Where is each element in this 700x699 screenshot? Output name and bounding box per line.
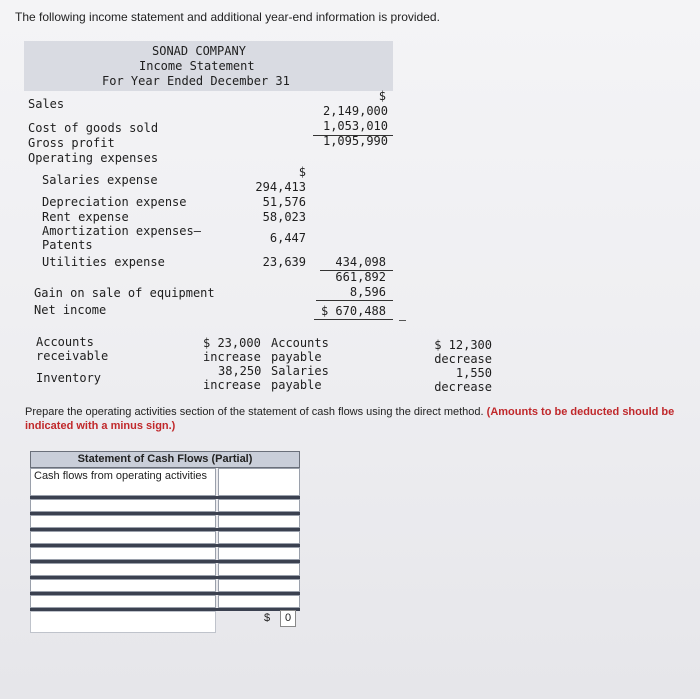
statement-name: Income Statement [139,59,255,73]
rent-label: Rent expense [42,210,129,224]
inventory-change: increase [203,378,261,392]
total-dollar: $ [264,612,271,624]
description-input[interactable] [30,547,216,560]
salaries-label: Salaries expense [42,173,158,187]
subtotal-value: 661,892 [335,270,386,284]
first-row-label-cell [30,468,216,496]
statement-period: For Year Ended December 31 [102,74,290,88]
ap-label-2: payable [271,350,322,364]
cogs-label: Cost of goods sold [28,121,159,135]
gross-profit-value: 1,095,990 [322,134,388,148]
sales-label: Sales [28,97,65,111]
opex-label: Operating expenses [28,151,159,165]
utilities-value: 23,639 [262,255,306,269]
depreciation-value: 51,576 [262,195,306,209]
gross-profit-label: Gross profit [28,136,115,150]
table-row [30,531,300,544]
description-input[interactable] [30,563,216,576]
inventory-value: 38,250 [218,364,262,378]
sales-value: 2,149,000 [322,104,388,118]
ap-value: $ 12,300 [434,338,492,352]
instructions-text: Prepare the operating activities section of the statement of cash flows using the direct method. [25,406,484,418]
amount-input[interactable] [218,515,300,528]
total-opex-value: 434,098 [335,255,386,269]
table-row [30,499,300,512]
table-row [30,579,300,592]
ar-value: $ 23,000 [203,336,261,350]
salaries-dollar: $ [298,165,306,179]
patents-label: Patents [42,238,93,252]
amount-input[interactable] [218,547,300,560]
description-input[interactable] [30,499,216,512]
inventory-label: Inventory [36,371,102,385]
amount-input[interactable] [218,595,300,608]
net-income-label: Net income [34,303,107,317]
instructions-note: (Amounts to be deducted should be indicated with a minus sign.) [25,406,675,432]
intro-text: The following income statement and additional year-end information is provided. [15,10,440,24]
salaries-value: 294,413 [255,180,306,194]
total-cell [218,611,300,633]
amortization-value: 6,447 [269,231,306,245]
total-label-cell [30,611,216,633]
salaries-payable-change: decrease [434,380,492,394]
amount-input[interactable] [218,531,300,544]
amount-input[interactable] [218,563,300,576]
table-row [30,595,300,608]
table-row [30,563,300,576]
ar-label-1: Accounts [36,335,94,349]
ap-change: decrease [434,352,492,366]
cash-flows-operating-label: Cash flows from operating activities [34,470,208,482]
amount-input[interactable] [218,499,300,512]
salaries-payable-label-2: payable [271,378,322,392]
ap-label-1: Accounts [271,336,329,350]
income-statement-header [24,41,393,91]
cogs-value: 1,053,010 [322,119,388,133]
description-input[interactable] [30,579,216,592]
amortization-label: Amortization expenses— [42,224,201,238]
cash-flow-table-title: Statement of Cash Flows (Partial) [30,451,300,468]
description-input[interactable] [30,515,216,528]
net-income-underline [314,319,393,320]
description-input[interactable] [30,531,216,544]
rent-value: 58,023 [262,210,306,224]
description-input[interactable] [30,595,216,608]
sales-dollar: $ [378,89,386,103]
ar-change: increase [203,350,261,364]
total-row [30,611,300,633]
salaries-payable-label-1: Salaries [271,364,329,378]
cash-flow-table [30,451,300,641]
table-row [30,547,300,560]
net-income-value: $ 670,488 [320,304,386,318]
utilities-label: Utilities expense [42,255,165,269]
instructions [25,405,675,433]
cursor-dash [399,320,406,321]
amount-input[interactable] [218,468,300,496]
gain-value: 8,596 [349,285,386,299]
ar-label-2: receivable [36,349,109,363]
table-row [30,468,300,496]
company-name: SONAD COMPANY [152,44,246,58]
amount-input[interactable] [218,579,300,592]
total-value: 0 [280,610,296,627]
table-row [30,515,300,528]
gain-underline [316,300,393,301]
gain-label: Gain on sale of equipment [34,286,215,300]
salaries-payable-value: 1,550 [455,366,492,380]
depreciation-label: Depreciation expense [42,195,187,209]
